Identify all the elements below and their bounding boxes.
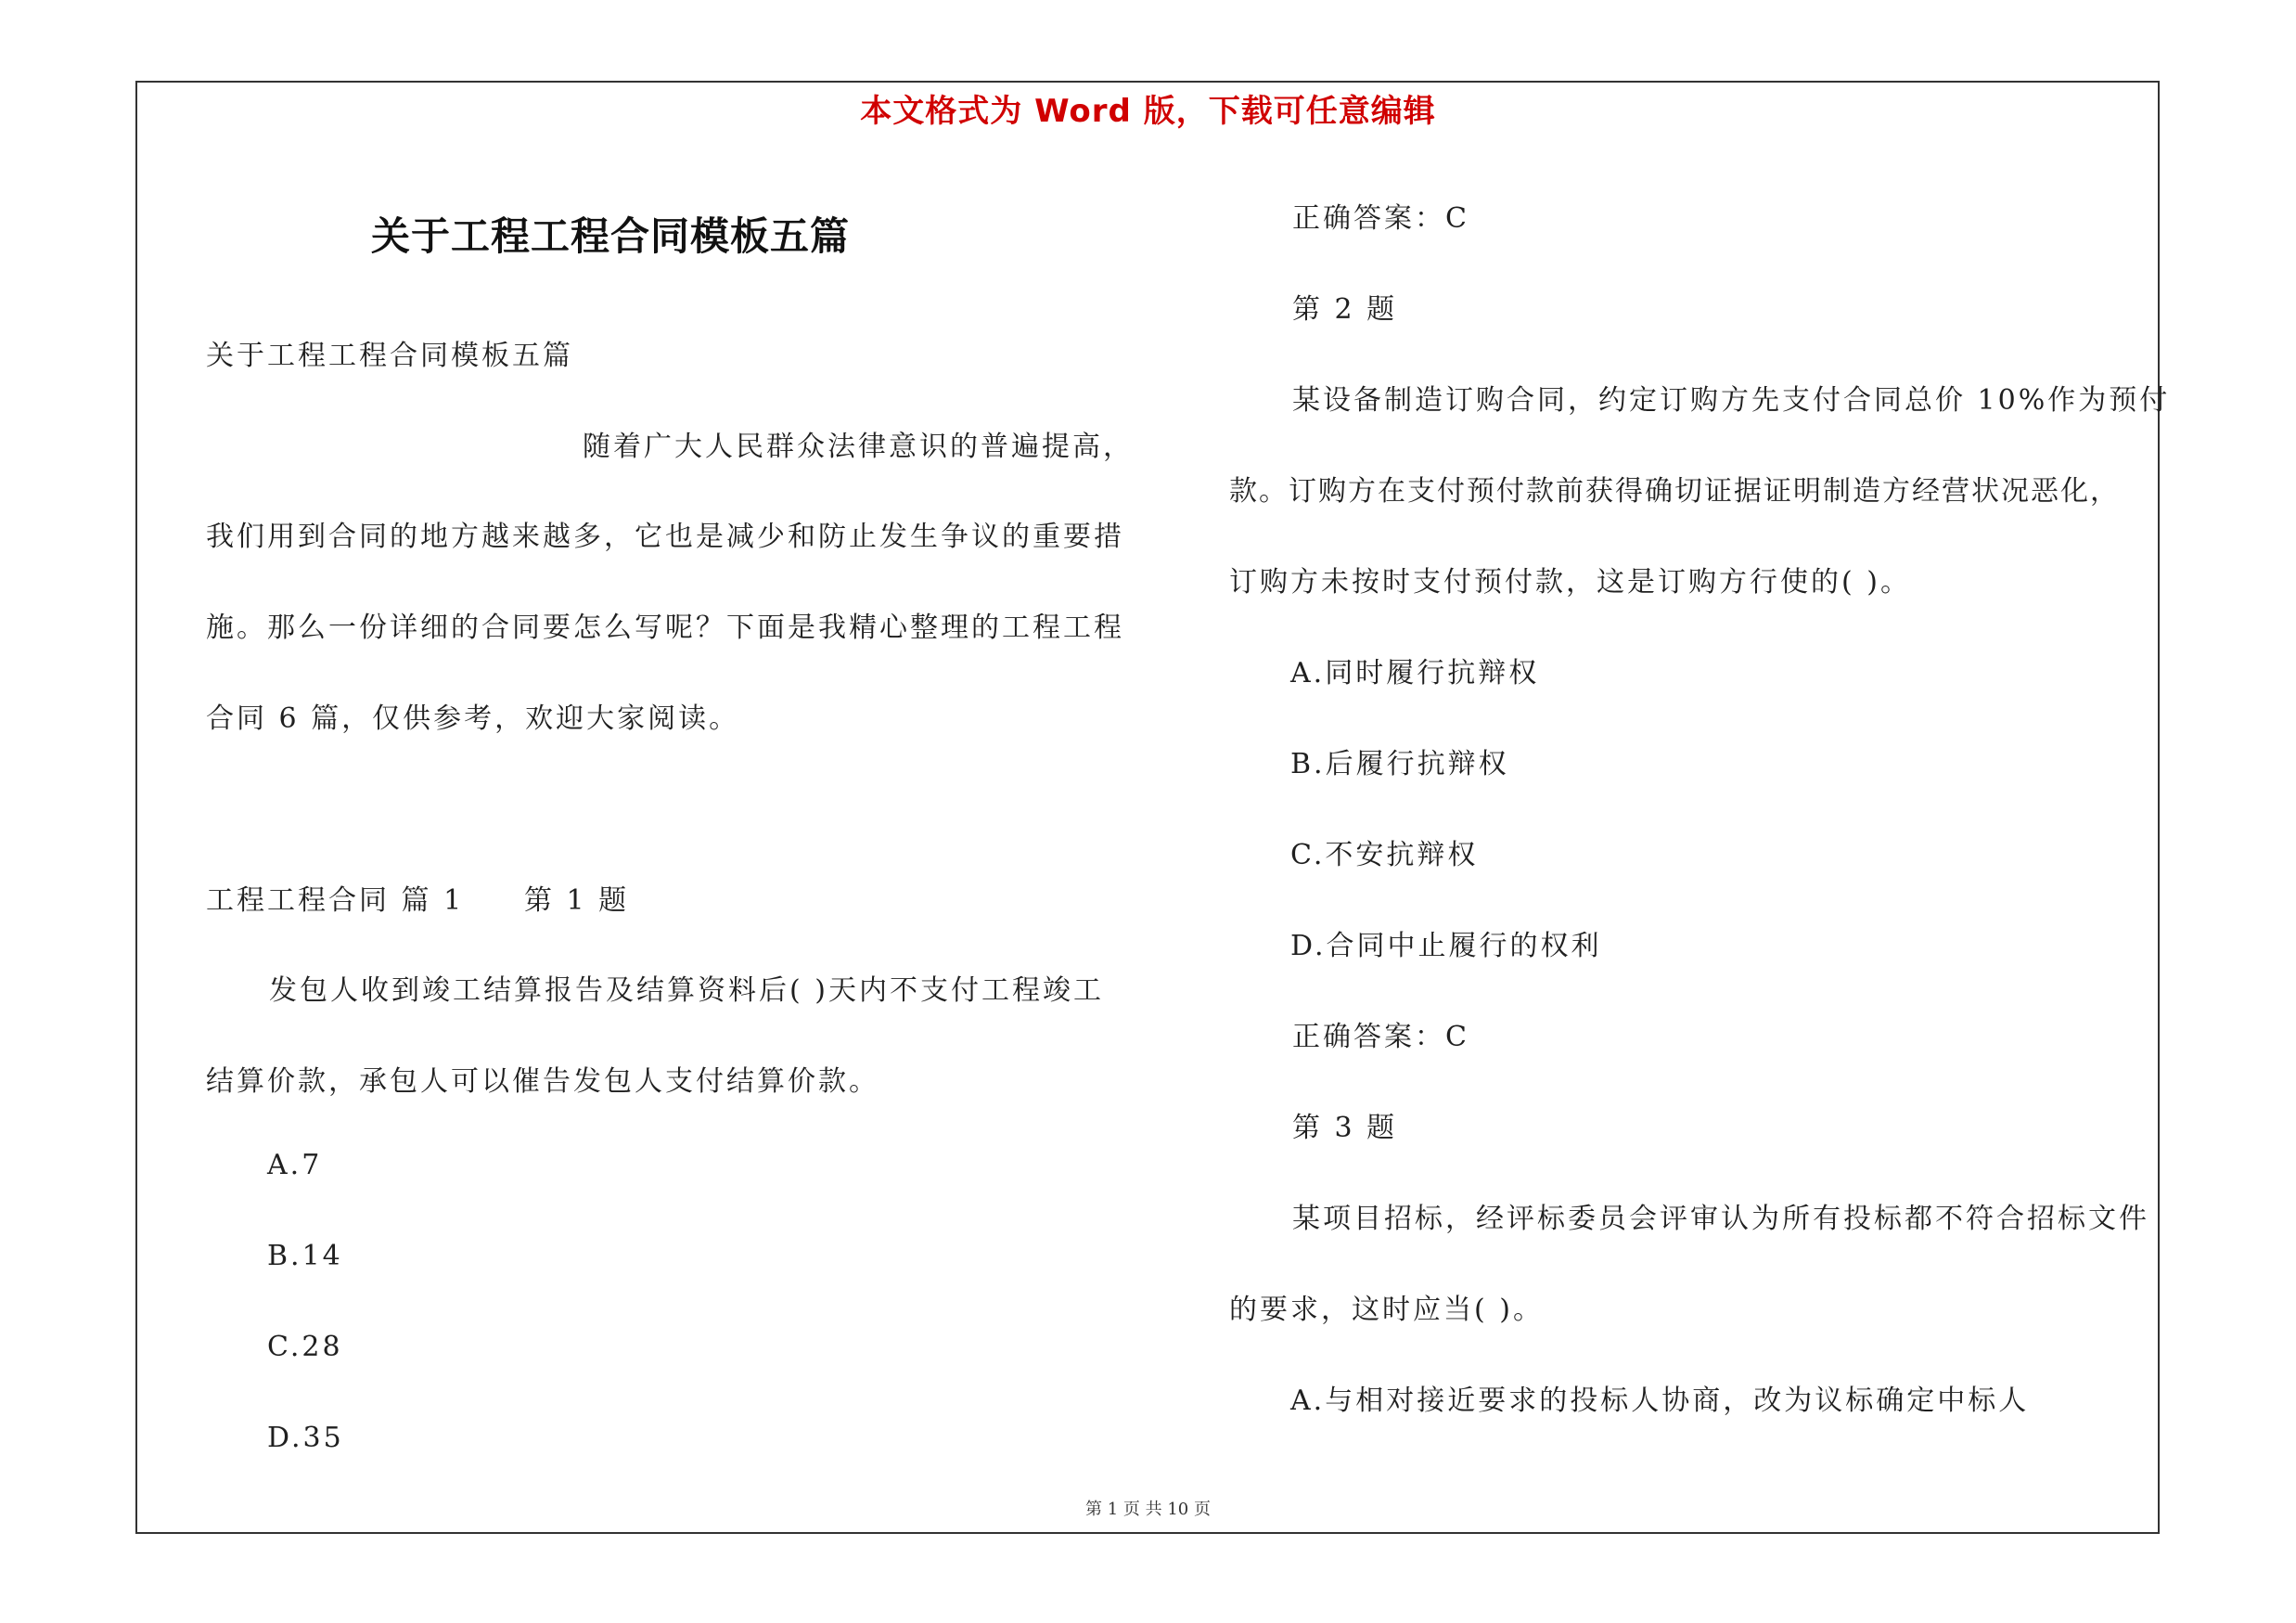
question-2-text: 某设备制造订购合同，约定订购方先支付合同总价 10%作为预付 (1292, 384, 2171, 417)
page-footer: 第 1 页 共 10 页 (1085, 1500, 1211, 1519)
answer-1: 正确答案：C (1292, 202, 1469, 235)
question-2-option-b: B.后履行抗辩权 (1290, 748, 1509, 780)
question-text: 发包人收到竣工结算报告及结算资料后( )天内不支付工程竣工 (269, 974, 1104, 1007)
question-text: 结算价款，承包人可以催告发包人支付结算价款。 (206, 1065, 879, 1098)
document-title: 关于工程工程合同模板五篇 (371, 213, 851, 259)
question-3-number: 第 3 题 (1292, 1112, 1398, 1144)
intro-line: 施。那么一份详细的合同要怎么写呢？下面是我精心整理的工程工程 (206, 612, 1124, 644)
intro-line: 合同 6 篇，仅供参考，欢迎大家阅读。 (206, 702, 740, 735)
question-2-option-c: C.不安抗辩权 (1290, 839, 1479, 871)
question-number: 第 1 题 (524, 884, 630, 917)
question-3-option-a: A.与相对接近要求的投标人协商，改为议标确定中标人 (1290, 1385, 2030, 1417)
question-2-text: 订购方未按时支付预付款，这是订购方行使的( )。 (1229, 566, 1911, 599)
question-2-option-d: D.合同中止履行的权利 (1290, 930, 1602, 962)
question-3-text: 某项目招标，经评标委员会评审认为所有投标都不符合招标文件 (1292, 1203, 2149, 1235)
page-border (135, 81, 2160, 1534)
format-banner: 本文格式为 Word 版，下载可任意编辑 (860, 93, 1436, 130)
question-2-number: 第 2 题 (1292, 293, 1398, 326)
answer-2: 正确答案：C (1292, 1021, 1469, 1053)
subtitle: 关于工程工程合同模板五篇 (206, 340, 573, 372)
question-2-option-a: A.同时履行抗辩权 (1290, 657, 1540, 689)
option-b: B.14 (267, 1240, 343, 1272)
intro-line: 随着广大人民群众法律意识的普遍提高， (583, 431, 1134, 463)
intro-line: 我们用到合同的地方越来越多，它也是减少和防止发生争议的重要措 (206, 521, 1124, 553)
option-a: A.7 (267, 1149, 323, 1181)
question-3-text: 的要求，这时应当( )。 (1229, 1294, 1544, 1326)
question-2-text: 款。订购方在支付预付款前获得确切证据证明制造方经营状况恶化， (1229, 475, 2120, 508)
option-c: C.28 (267, 1331, 343, 1363)
option-d: D.35 (267, 1422, 344, 1454)
section-heading: 工程工程合同 篇 1 (206, 884, 465, 917)
